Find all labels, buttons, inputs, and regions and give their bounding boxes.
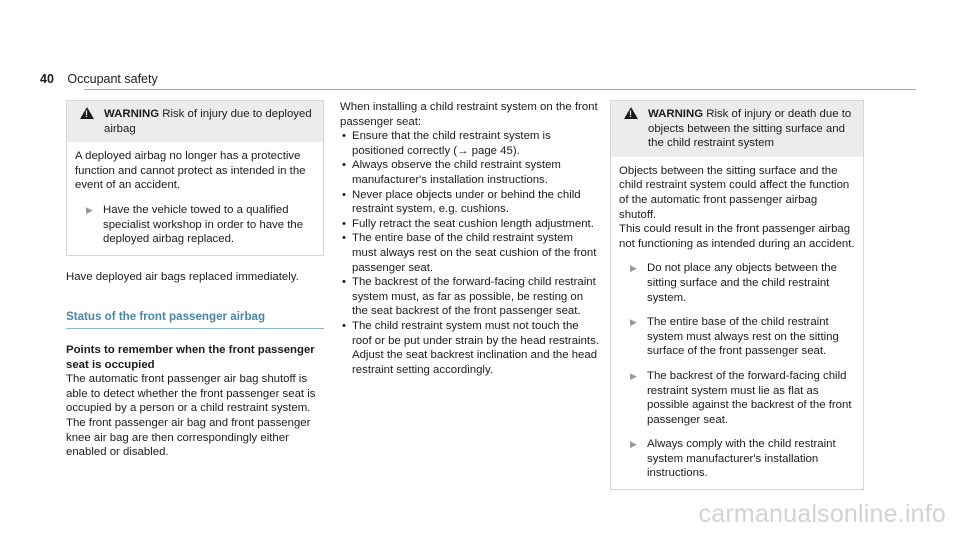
warning-label: WARNING [648,108,704,120]
warning-title: Risk of injury or death due to objects between the sitting surface and the child restraint system [648,108,852,150]
warning-box-airbag [66,100,324,256]
list-item: • Ensure that the child restraint system is positioned correctly (→ page 45). [342,130,551,157]
column-left [66,100,324,460]
warning-step [75,203,315,247]
step-text: The entire base of the child restraint system must always rest on the sitting surface of the front passenger seat. [647,316,839,358]
warning-header [611,101,863,157]
bullet-dot: • [342,319,346,332]
warning-step [619,315,855,359]
bullet-dot: • [342,217,346,230]
warning-step [619,261,855,305]
page-header [40,72,158,86]
warning-box-objects [610,100,864,490]
warning-title: Risk of injury due to deployed airbag [104,108,312,135]
arrow-right-icon: ▶ [630,370,637,381]
bullet-dot: • [342,276,346,289]
list-item: • Never place objects under or behind the child restraint system, e.g. cushions. [342,188,581,216]
header-divider [84,89,916,90]
list-item: • The backrest of the forward-facing child restraint system must, as far as possible, be resting on the seat backrest of the front passenger seat. [342,276,596,318]
warning-header [67,101,323,142]
column-right [610,100,864,490]
intro-text: When installing a child restraint system on the front passenger seat: [340,101,598,128]
bullet-list [340,129,600,377]
bullet-dot: • [342,159,346,172]
step-text: Always comply with the child restraint system manufacturer's installation instructions. [647,438,836,480]
step-text: Do not place any objects between the sitting surface and the child restraint system. [647,262,837,304]
warning-body [611,157,863,489]
warning-triangle-icon [80,107,94,119]
section-name: Occupant safety [67,72,158,86]
warning-step [619,437,855,481]
warning-text: Objects between the sitting surface and the child restraint system could affect the function of the automatic front passenger airbag shutoff. [619,164,850,221]
warning-body [67,142,323,255]
subheading: Points to remember when the front passenger seat is occupied [66,343,315,371]
watermark: carmanualsonline.info [698,500,946,528]
step-text: Have the vehicle towed to a qualified specialist workshop in order to have the deployed airbag replaced. [103,203,304,246]
page-number: 40 [40,72,54,86]
arrow-right-icon: ▶ [86,204,93,215]
warning-text: This could result in the front passenger airbag not functioning as intended during an accident. [619,223,855,250]
warning-label: WARNING [104,108,160,120]
step-text: The backrest of the forward-facing child restraint system must lie as flat as possible against the backrest of the front passenger seat. [647,369,852,426]
warning-text: A deployed airbag no longer has a protective function and cannot protect as intended in the event of an accident. [75,150,306,192]
paragraph-replace-airbags: Have deployed air bags replaced immediately. [66,270,299,283]
column-middle [340,100,600,377]
list-item: • The entire base of the child restraint system must always rest on the seat cushion of the front passenger seat. [342,232,597,274]
list-item: • Fully retract the seat cushion length adjustment. [342,217,594,230]
section-title: Status of the front passenger airbag [66,310,324,329]
arrow-right-icon: ▶ [630,317,637,328]
list-item: • The child restraint system must not touch the roof or be put under strain by the head restraints. Adjust the seat backrest inclination and the head restraint setting accordingly. [342,319,599,376]
warning-step [619,369,855,427]
arrow-right-icon: ▶ [630,439,637,450]
bullet-dot: • [342,232,346,245]
paragraph-shutoff: The automatic front passenger air bag shutoff is able to detect whether the front passenger seat is occupied by a person or a child restraint system. The front passenger air bag and front passenger knee air bag are then correspondingly either enabled or disabled. [66,373,316,459]
warning-triangle-icon [624,107,638,119]
bullet-dot: • [342,188,346,201]
bullet-dot: • [342,130,346,143]
list-item: • Always observe the child restraint system manufacturer's installation instructions. [342,159,561,186]
arrow-right-icon: ▶ [630,263,637,274]
